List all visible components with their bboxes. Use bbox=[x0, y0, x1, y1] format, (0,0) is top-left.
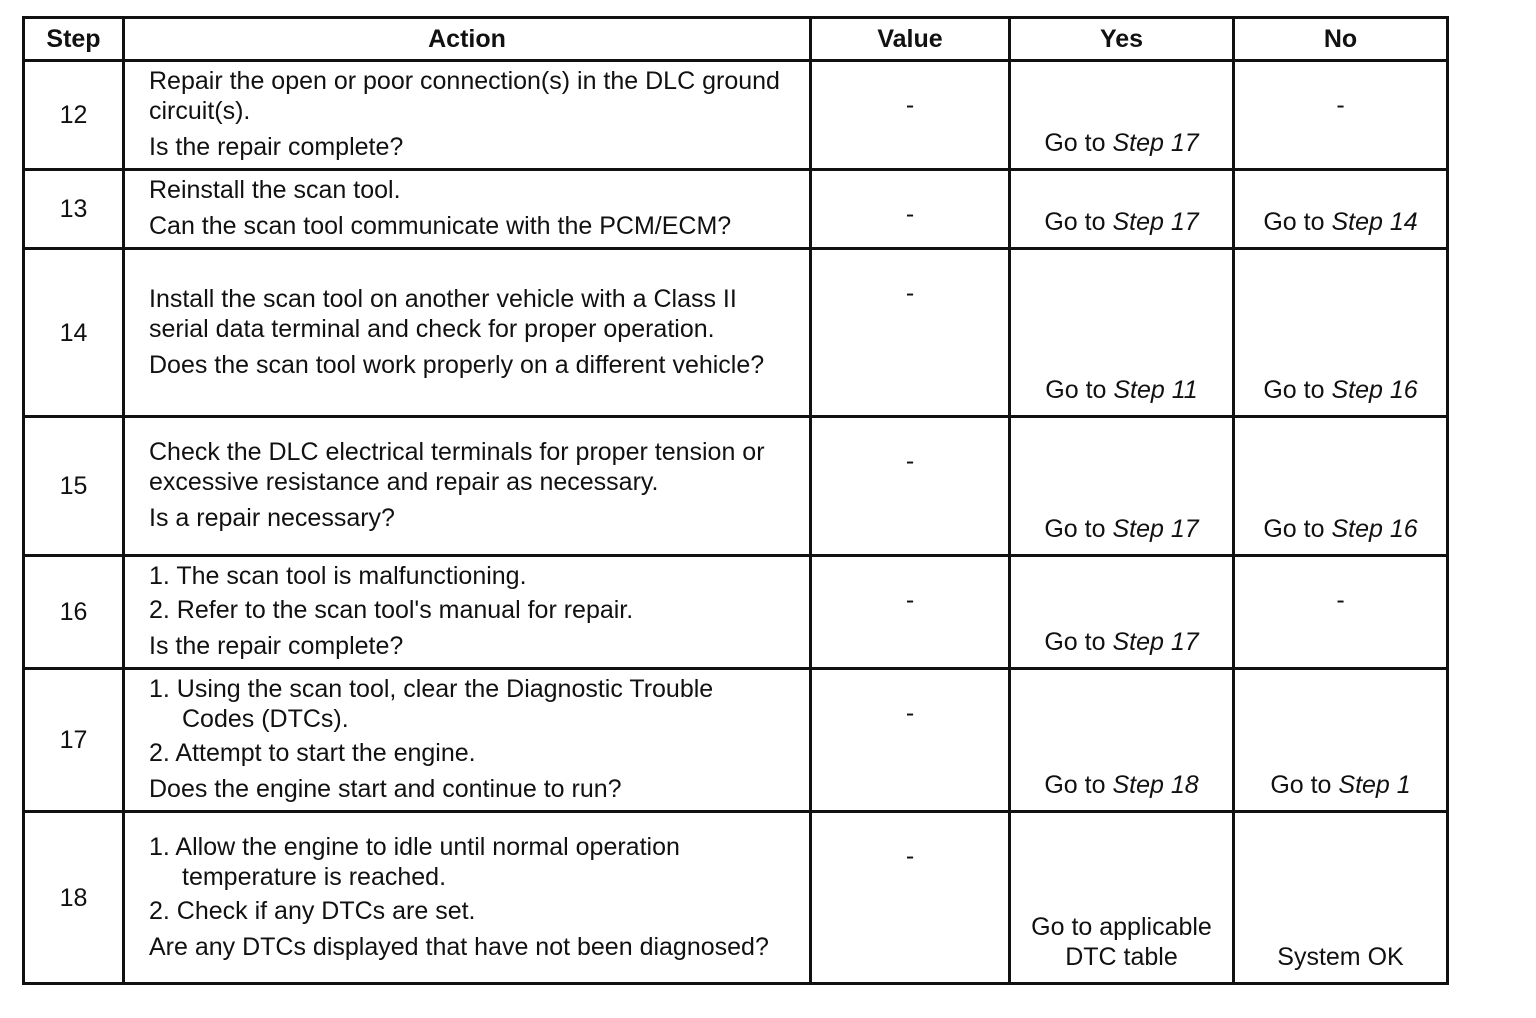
action-line: 2. Refer to the scan tool's manual for repair. bbox=[149, 596, 634, 624]
header-value: Value bbox=[811, 18, 1010, 61]
value-text: - bbox=[905, 447, 915, 475]
yes-step-ref: Step 17 bbox=[1112, 208, 1199, 236]
value-cell bbox=[811, 556, 1010, 669]
action-cell bbox=[124, 170, 811, 249]
step-number: 18 bbox=[24, 812, 124, 984]
table-row bbox=[24, 417, 1448, 556]
action-line: 1. Allow the engine to idle until normal operation temperature is reached. bbox=[149, 832, 680, 891]
action-line: Reinstall the scan tool. bbox=[149, 176, 401, 204]
header-yes: Yes bbox=[1010, 18, 1234, 61]
yes-prefix: Go to bbox=[1044, 628, 1113, 656]
yes-prefix: Go to bbox=[1044, 129, 1113, 157]
action-line: 2. Check if any DTCs are set. bbox=[149, 896, 476, 925]
table-row bbox=[24, 61, 1448, 170]
no-text: - bbox=[1336, 91, 1345, 119]
header-no: No bbox=[1234, 18, 1448, 61]
table-row bbox=[24, 812, 1448, 984]
no-step-ref: Step 1 bbox=[1338, 771, 1411, 799]
step-number: 14 bbox=[24, 249, 124, 417]
action-question: Is the repair complete? bbox=[149, 632, 404, 660]
yes-prefix: Go to bbox=[1044, 515, 1113, 543]
no-step-ref: Step 16 bbox=[1331, 376, 1418, 404]
action-line: 2. Attempt to start the engine. bbox=[149, 739, 476, 767]
value-text: - bbox=[905, 279, 915, 307]
yes-step-ref: Step 17 bbox=[1112, 129, 1199, 157]
yes-cell bbox=[1010, 170, 1234, 249]
step-number: 12 bbox=[24, 61, 124, 170]
yes-prefix: Go to bbox=[1045, 376, 1114, 404]
no-text: System OK bbox=[1277, 943, 1404, 971]
no-text: - bbox=[1336, 586, 1345, 614]
header-step: Step bbox=[24, 18, 124, 61]
no-step-ref: Step 16 bbox=[1331, 515, 1418, 543]
no-prefix: Go to bbox=[1270, 771, 1339, 799]
yes-step-ref: Step 11 bbox=[1113, 376, 1198, 404]
yes-cell bbox=[1010, 812, 1234, 984]
value-text: - bbox=[905, 200, 915, 228]
yes-text: Go to applicable DTC table bbox=[1031, 913, 1212, 971]
action-question: Does the scan tool work properly on a different vehicle? bbox=[149, 350, 765, 379]
diagnostic-table-wrapper bbox=[22, 16, 1449, 985]
header-action: Action bbox=[124, 18, 811, 61]
step-number: 13 bbox=[24, 170, 124, 249]
table-row bbox=[24, 669, 1448, 812]
table-row bbox=[24, 249, 1448, 417]
action-line: 1. The scan tool is malfunctioning. bbox=[149, 562, 527, 590]
value-cell bbox=[811, 170, 1010, 249]
action-question: Is the repair complete? bbox=[149, 133, 404, 161]
value-text: - bbox=[905, 842, 915, 870]
yes-cell bbox=[1010, 249, 1234, 417]
action-cell bbox=[124, 556, 811, 669]
no-cell bbox=[1234, 417, 1448, 556]
value-text: - bbox=[905, 586, 915, 614]
action-line: Check the DLC electrical terminals for proper tension or excessive resistance and repair as necessary. bbox=[149, 438, 765, 496]
action-cell bbox=[124, 417, 811, 556]
yes-cell bbox=[1010, 669, 1234, 812]
action-cell bbox=[124, 669, 811, 812]
yes-step-ref: Step 18 bbox=[1112, 771, 1199, 799]
step-number: 15 bbox=[24, 417, 124, 556]
yes-prefix: Go to bbox=[1044, 771, 1113, 799]
value-cell bbox=[811, 61, 1010, 170]
action-question: Can the scan tool communicate with the PCM/ECM? bbox=[149, 212, 732, 240]
value-text: - bbox=[905, 699, 915, 727]
no-prefix: Go to bbox=[1263, 376, 1332, 404]
no-cell bbox=[1234, 556, 1448, 669]
diagnostic-table bbox=[22, 16, 1449, 985]
yes-step-ref: Step 17 bbox=[1112, 628, 1199, 656]
table-row bbox=[24, 170, 1448, 249]
step-number: 17 bbox=[24, 669, 124, 812]
yes-cell bbox=[1010, 61, 1234, 170]
action-cell bbox=[124, 812, 811, 984]
value-cell bbox=[811, 669, 1010, 812]
action-line: Repair the open or poor connection(s) in the DLC ground circuit(s). bbox=[149, 67, 780, 125]
no-prefix: Go to bbox=[1263, 208, 1332, 236]
action-question: Is a repair necessary? bbox=[149, 504, 395, 532]
action-cell bbox=[124, 61, 811, 170]
table-row bbox=[24, 556, 1448, 669]
yes-cell bbox=[1010, 417, 1234, 556]
action-question: Does the engine start and continue to run? bbox=[149, 775, 622, 803]
yes-cell bbox=[1010, 556, 1234, 669]
step-number: 16 bbox=[24, 556, 124, 669]
action-line: Install the scan tool on another vehicle with a Class II serial data terminal and check for proper operation. bbox=[149, 284, 737, 343]
action-cell bbox=[124, 249, 811, 417]
yes-prefix: Go to bbox=[1044, 208, 1113, 236]
action-question: Are any DTCs displayed that have not been diagnosed? bbox=[149, 932, 769, 961]
header-row bbox=[24, 18, 1448, 61]
value-cell bbox=[811, 249, 1010, 417]
action-line: 1. Using the scan tool, clear the Diagnostic Trouble Codes (DTCs). bbox=[149, 675, 714, 733]
value-cell bbox=[811, 812, 1010, 984]
yes-step-ref: Step 17 bbox=[1112, 515, 1199, 543]
no-cell bbox=[1234, 61, 1448, 170]
no-cell bbox=[1234, 812, 1448, 984]
no-cell bbox=[1234, 249, 1448, 417]
value-text: - bbox=[905, 91, 915, 119]
no-prefix: Go to bbox=[1263, 515, 1332, 543]
no-cell bbox=[1234, 170, 1448, 249]
no-step-ref: Step 14 bbox=[1331, 208, 1418, 236]
value-cell bbox=[811, 417, 1010, 556]
no-cell bbox=[1234, 669, 1448, 812]
